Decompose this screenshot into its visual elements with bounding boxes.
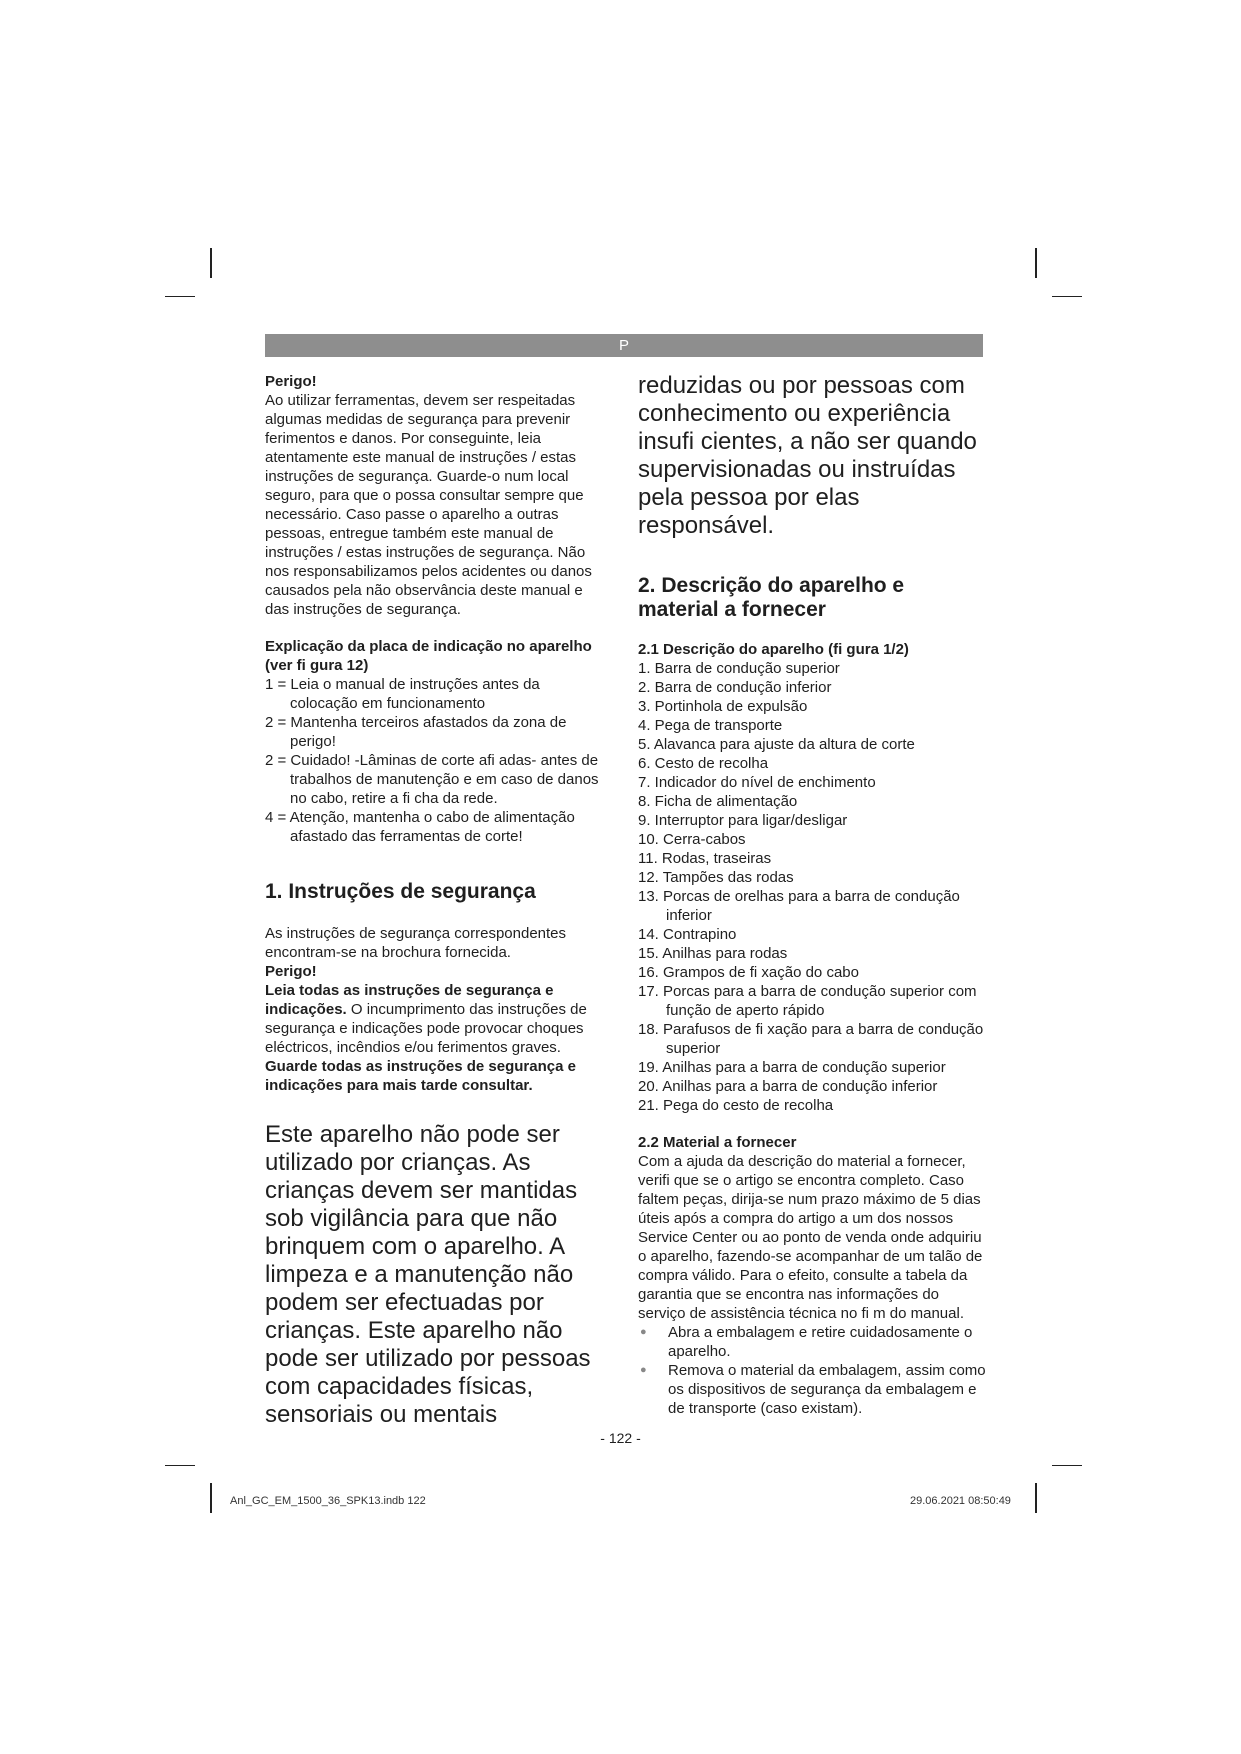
- part-item: 3. Portinhola de expulsão: [638, 698, 808, 715]
- section21-title: 2.1 Descrição do aparelho (fi gura 1/2): [638, 641, 909, 658]
- bullet-icon: ●: [640, 1364, 647, 1376]
- plate-item: 1 = Leia o manual de instruções antes da colocação em funcionamento: [265, 676, 540, 712]
- part-item: 13. Porcas de orelhas para a barra de condução inferior: [638, 888, 960, 924]
- file-name: Anl_GC_EM_1500_36_SPK13.indb 122: [230, 1495, 426, 1507]
- children-warning-cont: reduzidas ou por pessoas com conhecimento ou experiência insufi cientes, a não ser quando supervisionadas ou instruídas pela pessoa por elas responsável.: [638, 372, 977, 539]
- part-item: 1. Barra de condução superior: [638, 660, 840, 677]
- print-timestamp: 29.06.2021 08:50:49: [910, 1495, 1011, 1507]
- part-item: 2. Barra de condução inferior: [638, 679, 832, 696]
- section1-intro: As instruções de segurança correspondentes encontram-se na brochura fornecida.: [265, 925, 567, 961]
- right-column: [638, 372, 990, 1418]
- section1-danger: Perigo!: [265, 963, 317, 980]
- part-item: 18. Parafusos de fi xação para a barra de condução superior: [638, 1021, 984, 1057]
- language-header-bar: [265, 334, 983, 357]
- section1-text1: O incumprimento das instruções de segurança e indicações pode provocar choques eléctricos, incêndios e/ou ferimentos graves.: [265, 1001, 587, 1056]
- plate-item: 2 = Mantenha terceiros afastados da zona de perigo!: [265, 714, 567, 750]
- section1-bold2: Guarde todas as instruções de segurança e indicações para mais tarde consultar.: [265, 1058, 576, 1094]
- section22-title: 2.2 Material a fornecer: [638, 1134, 797, 1151]
- plate-item: 4 = Atenção, mantenha o cabo de alimentação afastado das ferramentas de corte!: [265, 809, 575, 845]
- section2-title: 2. Descrição do aparelho e material a fornecer: [638, 574, 905, 621]
- part-item: 16. Grampos de fi xação do cabo: [638, 964, 859, 981]
- plate-list: [265, 675, 610, 846]
- crop-mark: [1035, 248, 1037, 278]
- bullet-text: Abra a embalagem e retire cuidadosamente o aparelho.: [668, 1324, 973, 1360]
- part-item: 8. Ficha de alimentação: [638, 793, 798, 810]
- plate-title: Explicação da placa de indicação no aparelho (ver fi gura 12): [265, 638, 592, 674]
- bullet-text: Remova o material da embalagem, assim como os dispositivos de segurança da embalagem e de transporte (caso existam).: [668, 1362, 986, 1417]
- parts-list: [638, 659, 990, 1115]
- crop-mark: [165, 296, 195, 297]
- section22-text: Com a ajuda da descrição do material a fornecer, verifi que se o artigo se encontra completo. Caso faltem peças, dirija-se num prazo máximo de 5 dias úteis após a compra do artigo a um dos nossos Service Center ou ao ponto de venda onde adquiriu o aparelho, fazendo-se acompanhar de um talão de compra válido. Para o efeito, consulte a tabela da garantia que se encontra nas informações do serviço de assistência técnica no fi m do manual.: [638, 1153, 983, 1322]
- crop-mark: [210, 248, 212, 278]
- bullet-item: [638, 1323, 990, 1361]
- section1-title: 1. Instruções de segurança: [265, 880, 536, 903]
- danger-text: Ao utilizar ferramentas, devem ser respeitadas algumas medidas de segurança para prevenir ferimentos e danos. Por conseguinte, leia atentamente este manual de instruções / estas instruções de segurança. Guarde-o num local seguro, para que o possa consultar sempre que necessário. Caso passe o aparelho a outras pessoas, entregue também este manual de instruções / estas instruções de segurança. Não nos responsabilizamos pelos acidentes ou danos causados pela não observância deste manual e das instruções de segurança.: [265, 392, 592, 618]
- part-item: 5. Alavanca para ajuste da altura de corte: [638, 736, 915, 753]
- left-column: [265, 372, 610, 1429]
- part-item: 11. Rodas, traseiras: [638, 850, 772, 867]
- part-item: 14. Contrapino: [638, 926, 737, 943]
- part-item: 21. Pega do cesto de recolha: [638, 1097, 834, 1114]
- crop-mark: [1052, 296, 1082, 297]
- part-item: 17. Porcas para a barra de condução superior com função de aperto rápido: [638, 983, 977, 1019]
- part-item: 4. Pega de transporte: [638, 717, 783, 734]
- part-item: 9. Interruptor para ligar/desligar: [638, 812, 848, 829]
- part-item: 7. Indicador do nível de enchimento: [638, 774, 876, 791]
- crop-mark: [165, 1465, 195, 1466]
- part-item: 20. Anilhas para a barra de condução inferior: [638, 1078, 938, 1095]
- part-item: 6. Cesto de recolha: [638, 755, 769, 772]
- language-code: P: [618, 337, 629, 354]
- part-item: 12. Tampões das rodas: [638, 869, 794, 886]
- bullet-item: [638, 1361, 990, 1418]
- crop-mark: [1052, 1465, 1082, 1466]
- part-item: 10. Cerra-cabos: [638, 831, 746, 848]
- danger-title: Perigo!: [265, 373, 317, 390]
- crop-mark: [1035, 1483, 1037, 1513]
- crop-mark: [210, 1483, 212, 1513]
- section1-instructions: [265, 981, 610, 1057]
- bullet-icon: ●: [640, 1326, 647, 1338]
- plate-item: 2 = Cuidado! -Lâminas de corte afi adas- antes de trabalhos de manutenção e em caso de danos no cabo, retire a fi cha da rede.: [265, 752, 599, 807]
- section1-bold1: Leia todas as instruções de segurança e indicações.: [265, 982, 554, 1018]
- part-item: 15. Anilhas para rodas: [638, 945, 788, 962]
- children-warning: Este aparelho não pode ser utilizado por crianças. As crianças devem ser mantidas sob vigilância para que não brinquem com o aparelho. A limpeza e a manutenção não podem ser efectuadas por crianças. Este aparelho não pode ser utilizado por pessoas com capacidades físicas, sensoriais ou mentais: [265, 1121, 591, 1428]
- part-item: 19. Anilhas para a barra de condução superior: [638, 1059, 946, 1076]
- page-number: - 122 -: [600, 1430, 641, 1446]
